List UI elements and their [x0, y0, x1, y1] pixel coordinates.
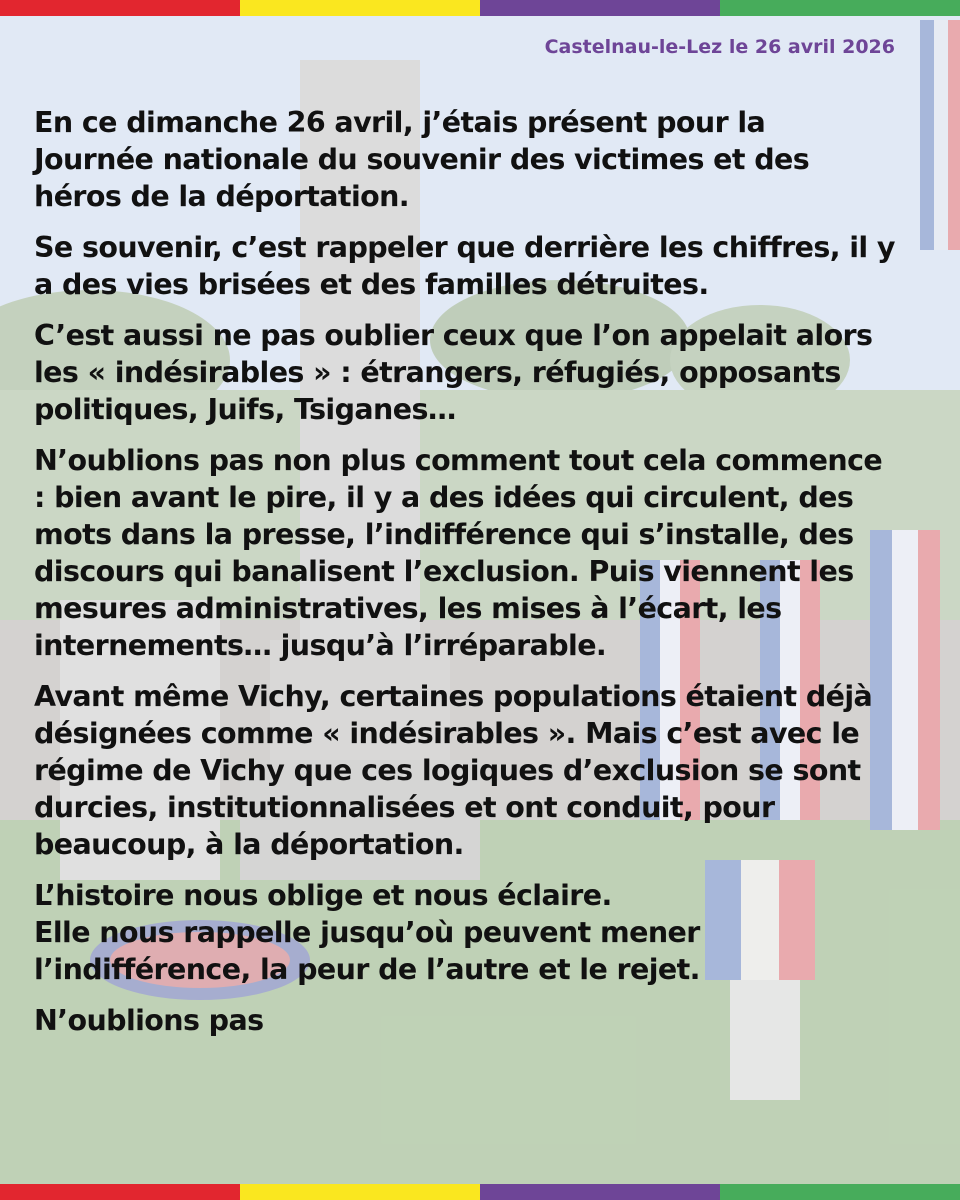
- text-line: Elle nous rappelle jusqu’où peuvent mener: [34, 916, 700, 949]
- stripe-red: [0, 0, 240, 16]
- stripe-purple: [480, 1184, 720, 1200]
- stripe-purple: [480, 0, 720, 16]
- paragraph: [34, 104, 934, 215]
- paragraph: [34, 317, 934, 428]
- text-line: mots dans la presse, l’indifférence qui s’installe, des: [34, 518, 854, 551]
- text-line: durcies, institutionnalisées et ont conduit, pour: [34, 791, 775, 824]
- place-date: Castelnau-le-Lez le 26 avril 2026: [544, 36, 895, 58]
- text-line: N’oublions pas: [34, 1004, 264, 1037]
- paragraph: [34, 678, 934, 863]
- statement-text: [34, 104, 934, 1053]
- text-line: l’indifférence, la peur de l’autre et le rejet.: [34, 953, 700, 986]
- text-line: beaucoup, à la déportation.: [34, 828, 464, 861]
- text-line: a des vies brisées et des familles détruites.: [34, 268, 709, 301]
- stripe-red: [0, 1184, 240, 1200]
- paragraph: [34, 1002, 934, 1039]
- text-line: Avant même Vichy, certaines populations étaient déjà: [34, 680, 873, 713]
- text-line: les « indésirables » : étrangers, réfugiés, opposants: [34, 356, 841, 389]
- stripe-green: [720, 0, 960, 16]
- paragraph: [34, 229, 934, 303]
- text-line: mesures administratives, les mises à l’écart, les: [34, 592, 782, 625]
- top-color-stripe: [0, 0, 960, 16]
- paragraph: [34, 442, 934, 664]
- stripe-yellow: [240, 1184, 480, 1200]
- stripe-green: [720, 1184, 960, 1200]
- text-line: N’oublions pas non plus comment tout cela commence: [34, 444, 883, 477]
- text-line: discours qui banalisent l’exclusion. Puis viennent les: [34, 555, 854, 588]
- stripe-yellow: [240, 0, 480, 16]
- text-line: : bien avant le pire, il y a des idées qui circulent, des: [34, 481, 854, 514]
- text-line: héros de la déportation.: [34, 180, 410, 213]
- text-line: L’histoire nous oblige et nous éclaire.: [34, 879, 612, 912]
- text-line: C’est aussi ne pas oublier ceux que l’on appelait alors: [34, 319, 873, 352]
- text-line: désignées comme « indésirables ». Mais c’est avec le: [34, 717, 860, 750]
- paragraph: [34, 877, 934, 988]
- text-line: internements… jusqu’à l’irréparable.: [34, 629, 607, 662]
- text-line: régime de Vichy que ces logiques d’exclusion se sont: [34, 754, 861, 787]
- bottom-color-stripe: [0, 1184, 960, 1200]
- text-line: Journée nationale du souvenir des victimes et des: [34, 143, 810, 176]
- text-line: En ce dimanche 26 avril, j’étais présent pour la: [34, 106, 766, 139]
- text-line: Se souvenir, c’est rappeler que derrière les chiffres, il y: [34, 231, 895, 264]
- text-line: politiques, Juifs, Tsiganes…: [34, 393, 456, 426]
